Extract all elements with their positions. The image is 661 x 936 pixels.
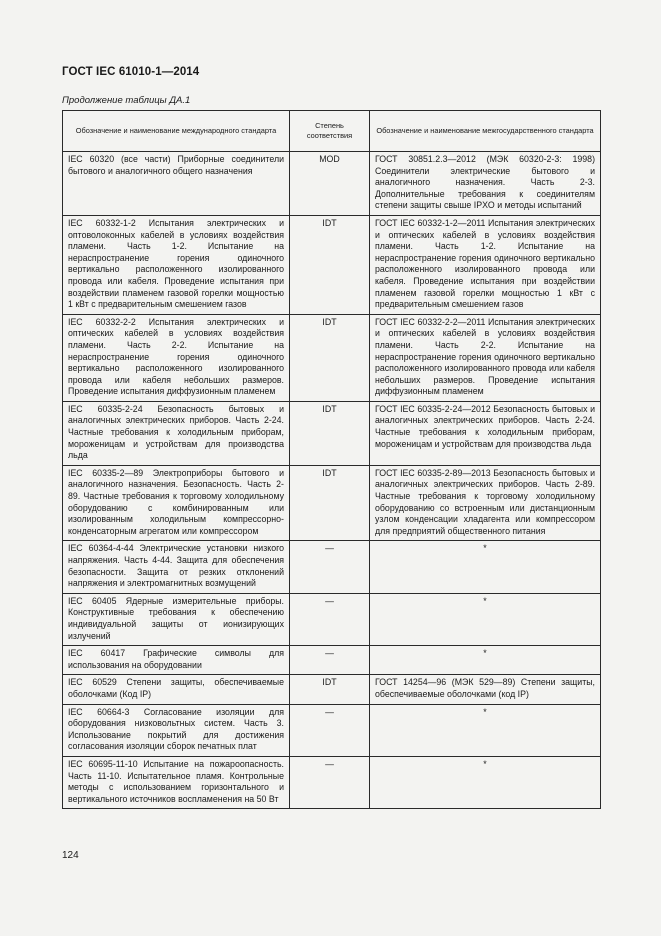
interstate-standard-cell: ГОСТ IEC 60335-2-24—2012 Безопасность бытовых и аналогичных электрических приборов. Часть 2-24. Частные требования к холодильным приборам, мороженицам и устройствам для производства льда xyxy=(370,401,601,465)
table-header-row xyxy=(63,111,601,152)
interstate-standard-cell: ГОСТ IEC 60332-2-2—2011 Испытания электрических и оптических кабелей в условиях воздействия пламени. Часть 2-2. Испытание на нераспространение горения одиночного вертикально расположенного изолированного провода или кабеля небольших размеров. Проведение испытания диффузионным пламенем xyxy=(370,314,601,401)
interstate-standard-cell: * xyxy=(370,593,601,645)
table-row xyxy=(63,646,601,675)
degree-cell: MOD xyxy=(290,152,370,216)
degree-cell: — xyxy=(290,704,370,756)
degree-cell: — xyxy=(290,541,370,593)
interstate-standard-cell: ГОСТ IEC 60332-1-2—2011 Испытания электрических и оптических кабелей в условиях воздействия пламени. Часть 1-2. Испытание на нераспространение горения одиночного вертикально расположенного изолированного провода или кабеля. Проведение испытания при воздействии пламенем газовой горелки мощностью 1 кВт с предварительным смешением газов xyxy=(370,215,601,314)
degree-cell: IDT xyxy=(290,675,370,704)
interstate-standard-cell: * xyxy=(370,756,601,808)
table-caption: Продолжение таблицы ДА.1 xyxy=(62,95,191,106)
intl-standard-cell: IEC 60332-2-2 Испытания электрических и оптических кабелей в условиях воздействия пламени. Часть 2-2. Испытание на нераспространение горения одиночного вертикально расположенного изолированного провода или кабеля небольших размеров. Проведение испытания диффузионным пламенем xyxy=(63,314,290,401)
intl-standard-cell: IEC 60364-4-44 Электрические установки низкого напряжения. Часть 4-44. Защита для обеспечения безопасности. Защита от резких отклонений напряжения и электромагнитных возмущений xyxy=(63,541,290,593)
interstate-standard-cell: ГОСТ IEC 60335-2-89—2013 Безопасность бытовых и аналогичных электрических приборов. Часть 2-89. Частные требования к торговому холодильному оборудованию со встроенным или дистанционным узлом конденсации хладагента или компрессором для предприятий общественного питания xyxy=(370,465,601,541)
standards-table xyxy=(62,110,601,809)
table-row xyxy=(63,704,601,756)
intl-standard-cell: IEC 60320 (все части) Приборные соединители бытового и аналогичного общего назначения xyxy=(63,152,290,216)
interstate-standard-cell: ГОСТ 30851.2.3—2012 (МЭК 60320-2-3: 1998) Соединители электрические бытового и аналогичного назначения. Часть 2-3. Дополнительные требования к соединителям степени защиты свыше IPXO и методы испытаний xyxy=(370,152,601,216)
column-header-international: Обозначение и наименование международного стандарта xyxy=(63,111,290,152)
interstate-standard-cell: ГОСТ 14254—96 (МЭК 529—89) Степени защиты, обеспечиваемые оболочками (код IP) xyxy=(370,675,601,704)
degree-cell: — xyxy=(290,593,370,645)
page-number: 124 xyxy=(62,850,79,861)
interstate-standard-cell: * xyxy=(370,541,601,593)
intl-standard-cell: IEC 60332-1-2 Испытания электрических и оптоволоконных кабелей в условиях воздействия пламени. Часть 1-2. Испытание на нераспространение горения одиночного вертикально расположенного изолированного провода или кабеля. Проведение испытания при воздействии пламенем газовой горелки мощностью 1 кВт с предварительным смешением газов xyxy=(63,215,290,314)
table-row xyxy=(63,215,601,314)
degree-cell: IDT xyxy=(290,465,370,541)
table-row xyxy=(63,593,601,645)
intl-standard-cell: IEC 60529 Степени защиты, обеспечиваемые оболочками (Код IP) xyxy=(63,675,290,704)
interstate-standard-cell: * xyxy=(370,704,601,756)
table-row xyxy=(63,756,601,808)
intl-standard-cell: IEC 60417 Графические символы для использования на оборудовании xyxy=(63,646,290,675)
degree-cell: IDT xyxy=(290,215,370,314)
table-row xyxy=(63,314,601,401)
table-row xyxy=(63,152,601,216)
degree-cell: IDT xyxy=(290,314,370,401)
degree-cell: — xyxy=(290,756,370,808)
document-header: ГОСТ IEC 61010-1—2014 xyxy=(62,66,200,78)
intl-standard-cell: IEC 60695-11-10 Испытание на пожароопасность. Часть 11-10. Испытательное пламя. Контрольные методы с использованием горизонтального и вертикального источников воспламенения на 50 Вт xyxy=(63,756,290,808)
table-row xyxy=(63,675,601,704)
column-header-degree: Степень соответствия xyxy=(290,111,370,152)
degree-cell: — xyxy=(290,646,370,675)
degree-cell: IDT xyxy=(290,401,370,465)
column-header-interstate: Обозначение и наименование межгосударственного стандарта xyxy=(370,111,601,152)
table-row xyxy=(63,541,601,593)
table-row xyxy=(63,401,601,465)
interstate-standard-cell: * xyxy=(370,646,601,675)
intl-standard-cell: IEC 60335-2—89 Электроприборы бытового и аналогичного назначения. Безопасность. Часть 2-89. Частные требования к торговому холодильному оборудованию с комбинированным или изолированным холодильным компрессорно-конденсаторным агрегатом или компрессором xyxy=(63,465,290,541)
intl-standard-cell: IEC 60335-2-24 Безопасность бытовых и аналогичных электрических приборов. Часть 2-24. Частные требования к холодильным приборам, мороженицам и устройствам для производства льда xyxy=(63,401,290,465)
intl-standard-cell: IEC 60405 Ядерные измерительные приборы. Конструктивные требования к обеспечению индивидуальной защиты от ионизирующих излучений xyxy=(63,593,290,645)
intl-standard-cell: IEC 60664-3 Согласование изоляции для оборудования низковольтных систем. Часть 3. Использование покрытий для достижения согласования изоляции сборок печатных плат xyxy=(63,704,290,756)
table-row xyxy=(63,465,601,541)
